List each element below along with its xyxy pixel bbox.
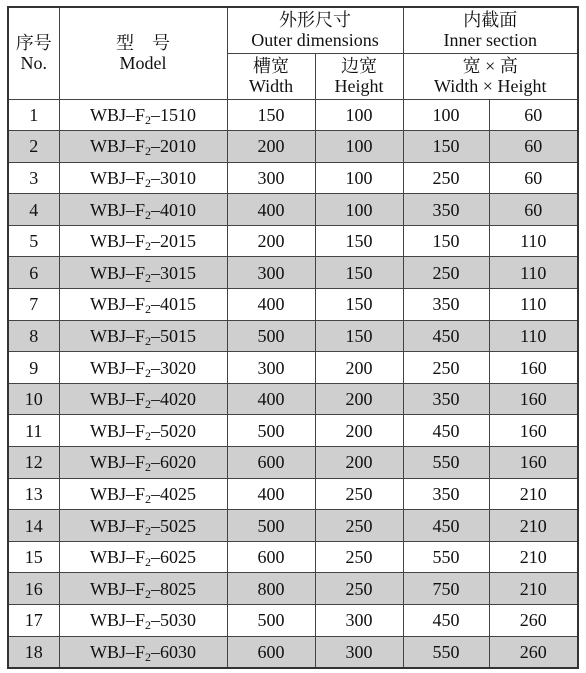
model-subscript: 2 <box>145 207 151 222</box>
header-height <box>315 53 403 99</box>
model-prefix: WBJ–F <box>89 610 145 631</box>
model-subscript: 2 <box>145 428 151 443</box>
cell-inner-width: 450 <box>403 605 489 637</box>
model-subscript: 2 <box>145 397 151 412</box>
cell-no: 12 <box>8 447 59 479</box>
cell-no: 16 <box>8 573 59 605</box>
model-suffix: –5030 <box>151 610 196 631</box>
cell-width: 600 <box>227 541 315 573</box>
cell-inner-width: 150 <box>403 131 489 163</box>
header-inner-zh: 内截面 <box>463 10 518 31</box>
spec-table <box>7 6 579 669</box>
header-model-en: Model <box>119 53 167 74</box>
model-subscript: 2 <box>145 302 151 317</box>
model-prefix: WBJ–F <box>89 515 145 536</box>
cell-model <box>59 320 227 352</box>
model-prefix: WBJ–F <box>89 294 145 315</box>
cell-height: 100 <box>315 194 403 226</box>
header-inner-sub-zh: 宽 × 高 <box>462 56 518 76</box>
cell-width: 300 <box>227 162 315 194</box>
model-suffix: –2015 <box>151 231 196 252</box>
model-suffix: –3010 <box>151 167 196 188</box>
cell-inner-height: 160 <box>489 415 578 447</box>
cell-inner-width: 450 <box>403 415 489 447</box>
model-suffix: –2010 <box>151 136 196 157</box>
cell-height: 150 <box>315 257 403 289</box>
model-subscript: 2 <box>145 460 151 475</box>
model-subscript: 2 <box>145 491 151 506</box>
model-prefix: WBJ–F <box>89 641 145 662</box>
model-prefix: WBJ–F <box>89 357 145 378</box>
model-prefix: WBJ–F <box>89 452 145 473</box>
model-suffix: –8025 <box>151 578 196 599</box>
model-suffix: –5020 <box>151 420 196 441</box>
cell-height: 250 <box>315 510 403 542</box>
cell-height: 100 <box>315 131 403 163</box>
cell-no: 2 <box>8 131 59 163</box>
model-prefix: WBJ–F <box>89 325 145 346</box>
cell-inner-width: 450 <box>403 320 489 352</box>
header-no <box>8 7 59 99</box>
model-suffix: –5025 <box>151 515 196 536</box>
cell-no: 15 <box>8 541 59 573</box>
cell-width: 400 <box>227 383 315 415</box>
model-suffix: –6030 <box>151 641 196 662</box>
cell-inner-width: 450 <box>403 510 489 542</box>
table-row <box>8 257 578 289</box>
cell-width: 300 <box>227 352 315 384</box>
cell-height: 100 <box>315 162 403 194</box>
model-prefix: WBJ–F <box>89 199 145 220</box>
header-height-zh: 边宽 <box>341 56 377 76</box>
cell-inner-width: 750 <box>403 573 489 605</box>
cell-inner-height: 160 <box>489 383 578 415</box>
cell-width: 600 <box>227 636 315 668</box>
model-suffix: –4025 <box>151 483 196 504</box>
cell-no: 10 <box>8 383 59 415</box>
cell-model <box>59 510 227 542</box>
header-inner-sub-en: Width × Height <box>434 76 547 96</box>
header-height-en: Height <box>334 76 384 96</box>
cell-inner-width: 100 <box>403 99 489 131</box>
cell-height: 300 <box>315 636 403 668</box>
table-row <box>8 320 578 352</box>
model-prefix: WBJ–F <box>89 104 145 125</box>
header-inner-width-height <box>403 53 578 99</box>
cell-model <box>59 162 227 194</box>
model-subscript: 2 <box>145 586 151 601</box>
cell-model <box>59 541 227 573</box>
cell-height: 200 <box>315 447 403 479</box>
model-subscript: 2 <box>145 365 151 380</box>
cell-height: 100 <box>315 99 403 131</box>
cell-inner-height: 60 <box>489 131 578 163</box>
model-prefix: WBJ–F <box>89 136 145 157</box>
cell-width: 150 <box>227 99 315 131</box>
cell-inner-width: 350 <box>403 478 489 510</box>
cell-inner-height: 160 <box>489 352 578 384</box>
model-prefix: WBJ–F <box>89 483 145 504</box>
cell-height: 150 <box>315 320 403 352</box>
cell-inner-width: 250 <box>403 352 489 384</box>
spec-table-container <box>7 6 579 669</box>
cell-no: 14 <box>8 510 59 542</box>
cell-width: 300 <box>227 257 315 289</box>
cell-inner-height: 160 <box>489 447 578 479</box>
cell-model <box>59 447 227 479</box>
cell-no: 8 <box>8 320 59 352</box>
cell-width: 400 <box>227 289 315 321</box>
header-width-zh: 槽宽 <box>253 56 289 76</box>
model-subscript: 2 <box>145 333 151 348</box>
model-prefix: WBJ–F <box>89 578 145 599</box>
model-subscript: 2 <box>145 523 151 538</box>
cell-inner-height: 60 <box>489 162 578 194</box>
cell-model <box>59 383 227 415</box>
model-suffix: –6020 <box>151 452 196 473</box>
model-subscript: 2 <box>145 649 151 664</box>
cell-no: 6 <box>8 257 59 289</box>
table-row <box>8 194 578 226</box>
model-prefix: WBJ–F <box>89 547 145 568</box>
cell-width: 500 <box>227 415 315 447</box>
table-row <box>8 605 578 637</box>
cell-model <box>59 636 227 668</box>
header-outer-dimensions <box>227 7 403 53</box>
model-subscript: 2 <box>145 270 151 285</box>
header-inner-en: Inner section <box>443 30 537 51</box>
header-no-en: No. <box>20 53 47 74</box>
cell-height: 250 <box>315 573 403 605</box>
table-row <box>8 573 578 605</box>
cell-no: 11 <box>8 415 59 447</box>
table-body <box>8 99 578 668</box>
cell-width: 600 <box>227 447 315 479</box>
table-header <box>8 7 578 99</box>
table-row <box>8 131 578 163</box>
header-inner-section <box>403 7 578 53</box>
model-suffix: –3020 <box>151 357 196 378</box>
cell-height: 200 <box>315 383 403 415</box>
header-model <box>59 7 227 99</box>
model-subscript: 2 <box>145 144 151 159</box>
cell-inner-height: 110 <box>489 257 578 289</box>
table-row <box>8 162 578 194</box>
cell-height: 150 <box>315 225 403 257</box>
model-subscript: 2 <box>145 112 151 127</box>
model-subscript: 2 <box>145 555 151 570</box>
cell-inner-width: 550 <box>403 636 489 668</box>
cell-model <box>59 415 227 447</box>
model-subscript: 2 <box>145 618 151 633</box>
cell-height: 150 <box>315 289 403 321</box>
cell-inner-width: 350 <box>403 383 489 415</box>
cell-inner-height: 210 <box>489 541 578 573</box>
model-prefix: WBJ–F <box>89 167 145 188</box>
model-prefix: WBJ–F <box>89 231 145 252</box>
table-row <box>8 383 578 415</box>
cell-model <box>59 131 227 163</box>
cell-no: 1 <box>8 99 59 131</box>
table-row <box>8 478 578 510</box>
cell-no: 3 <box>8 162 59 194</box>
model-suffix: –5015 <box>151 325 196 346</box>
cell-inner-width: 150 <box>403 225 489 257</box>
cell-width: 400 <box>227 478 315 510</box>
model-prefix: WBJ–F <box>89 262 145 283</box>
cell-model <box>59 605 227 637</box>
model-suffix: –4020 <box>151 389 196 410</box>
cell-inner-width: 250 <box>403 162 489 194</box>
table-row <box>8 415 578 447</box>
cell-no: 17 <box>8 605 59 637</box>
cell-inner-height: 60 <box>489 99 578 131</box>
cell-no: 13 <box>8 478 59 510</box>
cell-no: 7 <box>8 289 59 321</box>
model-suffix: –4010 <box>151 199 196 220</box>
cell-inner-height: 260 <box>489 636 578 668</box>
model-subscript: 2 <box>145 239 151 254</box>
table-row <box>8 225 578 257</box>
cell-width: 500 <box>227 605 315 637</box>
cell-height: 200 <box>315 352 403 384</box>
cell-no: 9 <box>8 352 59 384</box>
model-prefix: WBJ–F <box>89 420 145 441</box>
cell-inner-height: 210 <box>489 573 578 605</box>
table-row <box>8 352 578 384</box>
cell-width: 500 <box>227 510 315 542</box>
model-suffix: –1510 <box>151 104 196 125</box>
header-width-en: Width <box>248 76 294 96</box>
header-outer-en: Outer dimensions <box>251 30 379 51</box>
model-prefix: WBJ–F <box>89 389 145 410</box>
table-row <box>8 510 578 542</box>
cell-width: 800 <box>227 573 315 605</box>
cell-height: 300 <box>315 605 403 637</box>
table-row <box>8 541 578 573</box>
cell-model <box>59 194 227 226</box>
cell-height: 250 <box>315 478 403 510</box>
cell-inner-height: 110 <box>489 289 578 321</box>
table-row <box>8 99 578 131</box>
cell-model <box>59 478 227 510</box>
header-width <box>227 53 315 99</box>
cell-inner-width: 350 <box>403 194 489 226</box>
cell-model <box>59 289 227 321</box>
cell-height: 250 <box>315 541 403 573</box>
cell-inner-height: 60 <box>489 194 578 226</box>
cell-width: 400 <box>227 194 315 226</box>
cell-model <box>59 225 227 257</box>
cell-no: 5 <box>8 225 59 257</box>
cell-inner-height: 260 <box>489 605 578 637</box>
cell-inner-width: 550 <box>403 447 489 479</box>
cell-inner-height: 110 <box>489 320 578 352</box>
cell-model <box>59 257 227 289</box>
table-row <box>8 289 578 321</box>
cell-model <box>59 352 227 384</box>
model-subscript: 2 <box>145 175 151 190</box>
header-model-zh: 型 号 <box>116 33 170 54</box>
model-suffix: –3015 <box>151 262 196 283</box>
model-suffix: –6025 <box>151 547 196 568</box>
cell-height: 200 <box>315 415 403 447</box>
header-outer-zh: 外形尺寸 <box>279 10 351 31</box>
cell-width: 500 <box>227 320 315 352</box>
cell-inner-height: 110 <box>489 225 578 257</box>
table-row <box>8 447 578 479</box>
cell-width: 200 <box>227 131 315 163</box>
cell-inner-width: 350 <box>403 289 489 321</box>
header-no-zh: 序号 <box>15 33 52 54</box>
cell-inner-width: 250 <box>403 257 489 289</box>
cell-no: 18 <box>8 636 59 668</box>
model-suffix: –4015 <box>151 294 196 315</box>
cell-inner-height: 210 <box>489 478 578 510</box>
cell-model <box>59 573 227 605</box>
cell-width: 200 <box>227 225 315 257</box>
cell-inner-height: 210 <box>489 510 578 542</box>
cell-model <box>59 99 227 131</box>
cell-inner-width: 550 <box>403 541 489 573</box>
cell-no: 4 <box>8 194 59 226</box>
table-row <box>8 636 578 668</box>
